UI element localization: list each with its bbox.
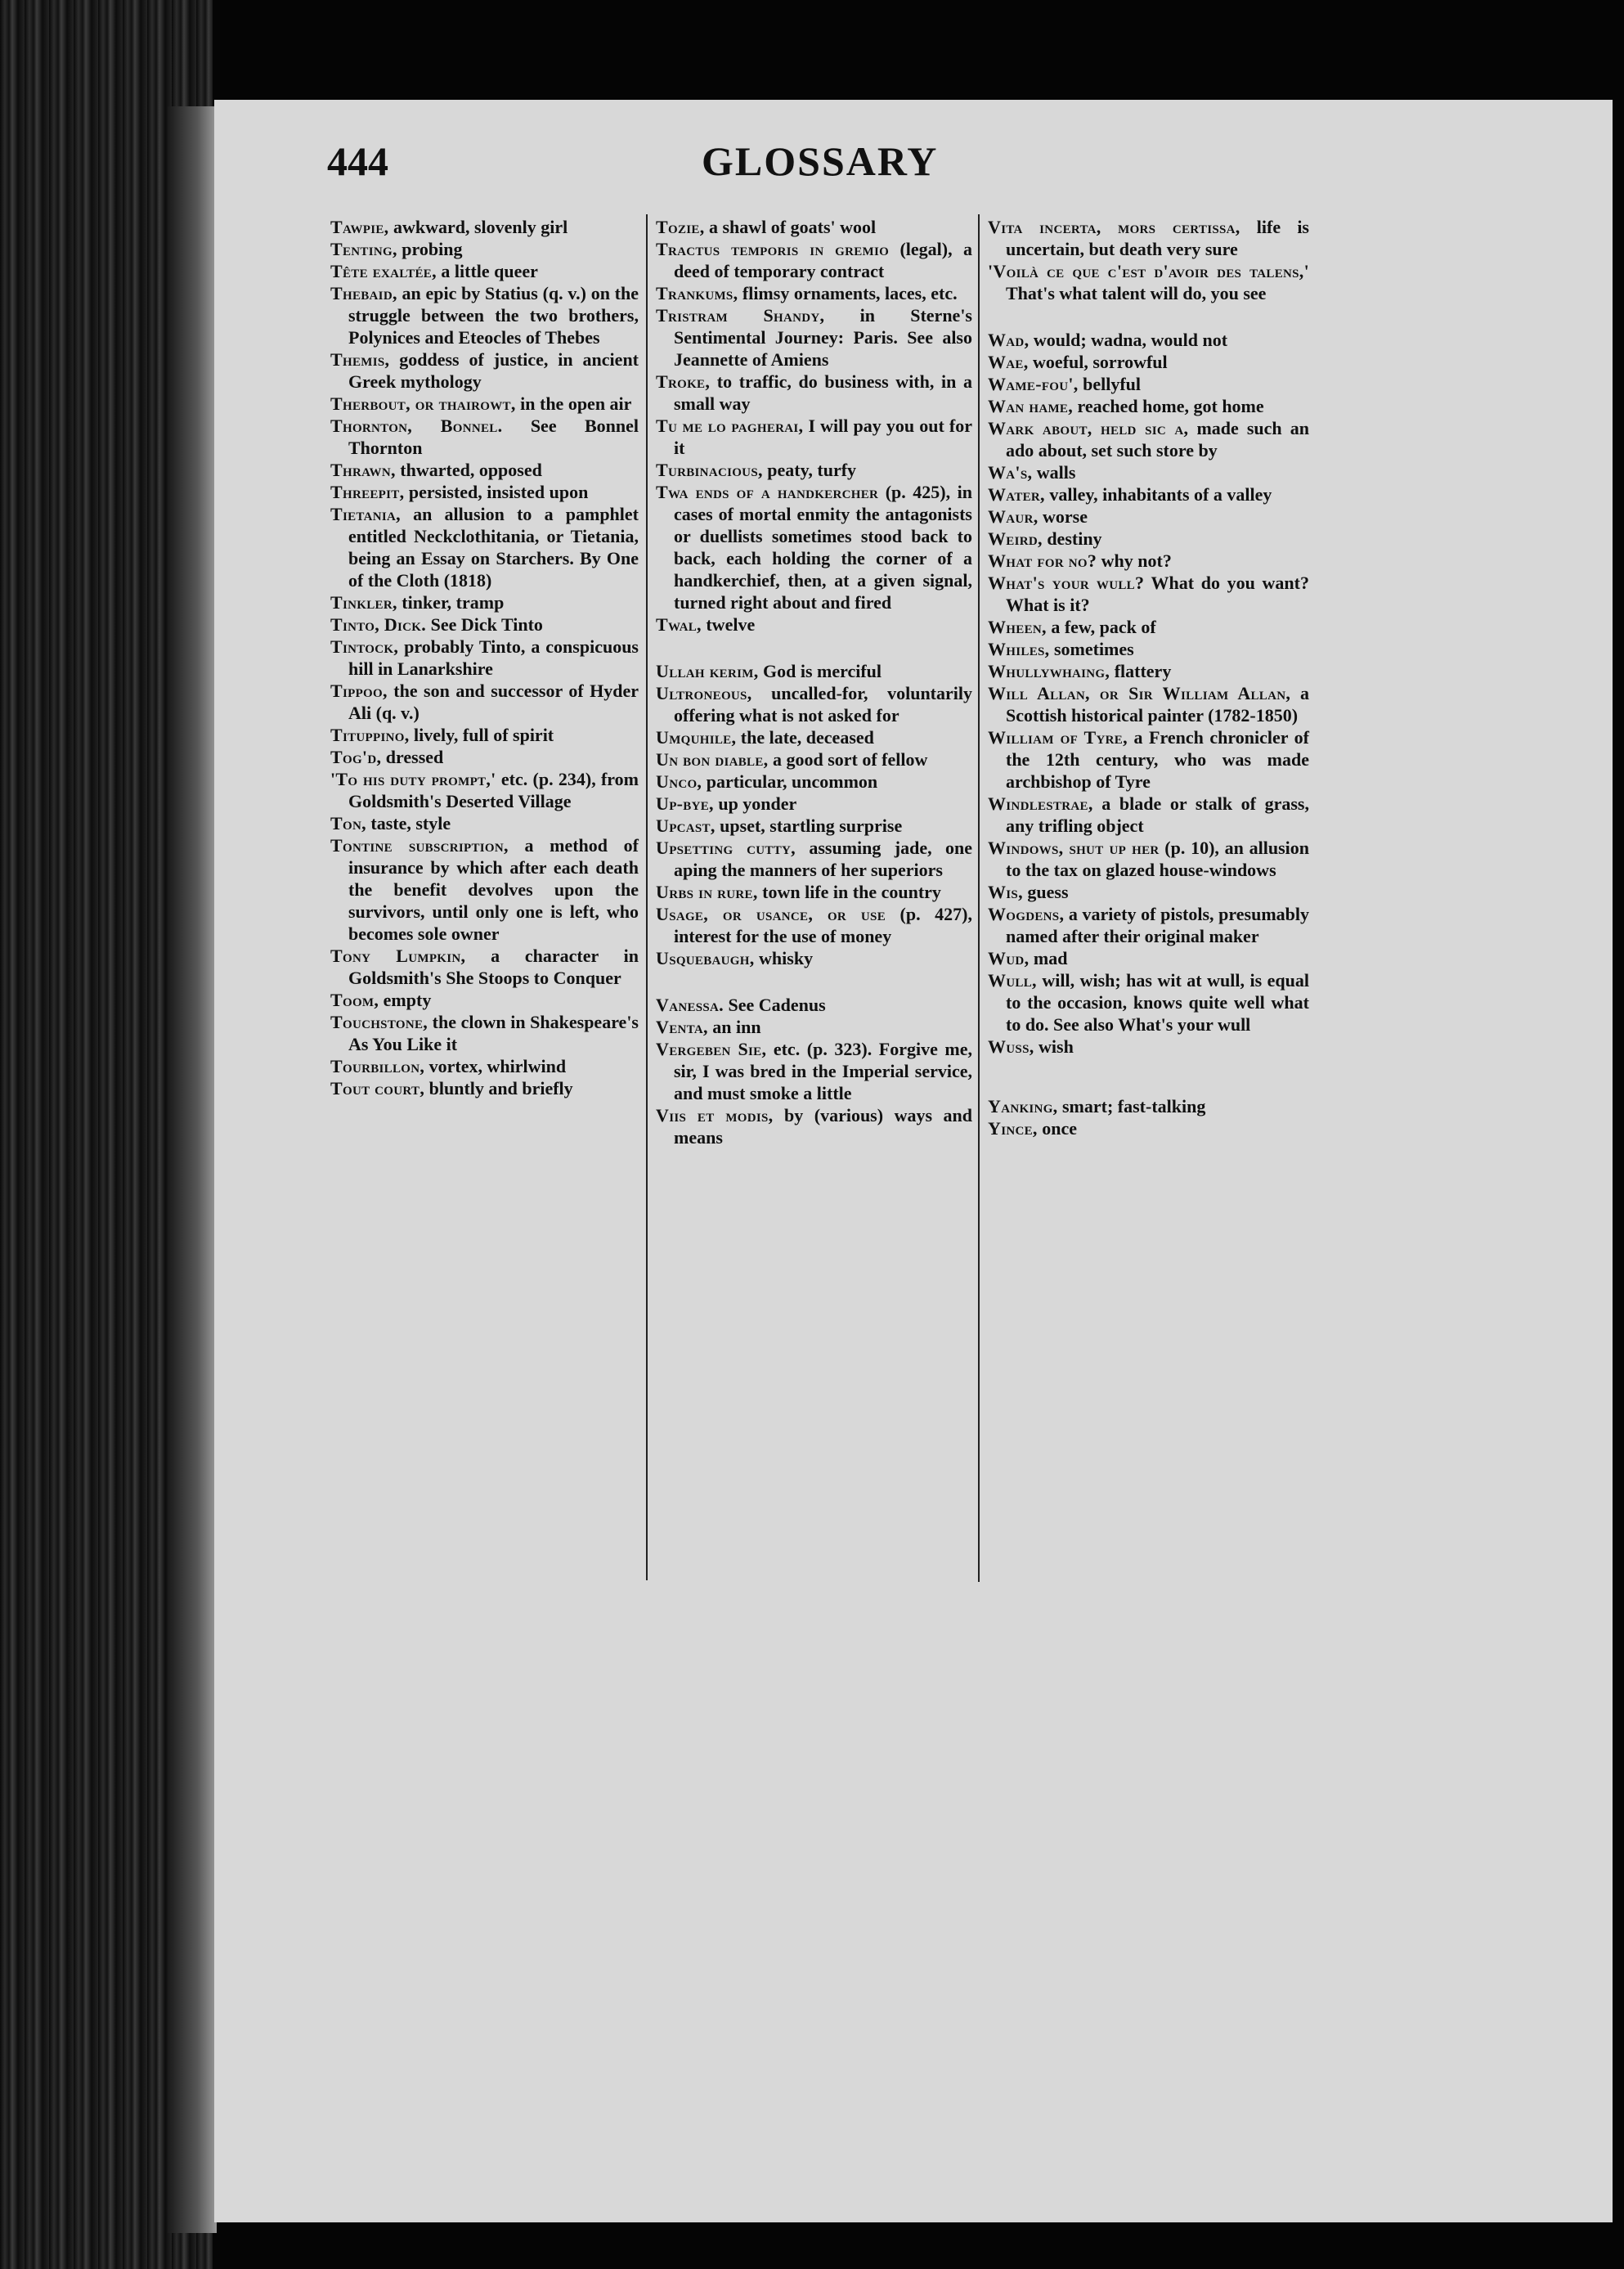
glossary-entry — [988, 216, 1309, 260]
glossary-entry — [330, 945, 639, 989]
glossary-entry — [988, 329, 1309, 351]
glossary-entry — [988, 1117, 1309, 1139]
entry-definition: a few, pack of — [1046, 617, 1156, 637]
glossary-entry — [988, 572, 1309, 616]
glossary-entry — [330, 238, 639, 260]
glossary-entry — [656, 304, 972, 371]
entry-headword: Urbs in rure, — [656, 882, 758, 902]
entry-definition: (legal), a deed of temporary contract — [674, 239, 972, 281]
glossary-entry — [656, 881, 972, 903]
entry-definition: a variety of pistols, presumably named after their original maker — [1006, 904, 1309, 946]
entry-definition: bluntly and briefly — [424, 1078, 573, 1099]
entry-definition: an allusion to a pamphlet entitled Neckclothitania, or Tietania, being an Essay on Starchers. By One of the Cloth (1818) — [348, 504, 639, 591]
entry-definition: bellyful — [1078, 374, 1142, 394]
entry-headword: Tinto, Dick. — [330, 614, 427, 635]
entry-headword: Turbinacious, — [656, 460, 763, 480]
glossary-entry — [656, 660, 972, 682]
glossary-entry — [330, 1055, 639, 1077]
glossary-entry — [988, 1095, 1309, 1117]
glossary-entry — [988, 638, 1309, 660]
entry-headword: Twa ends of a handkercher — [656, 482, 879, 502]
entry-definition: in Sterne's Sentimental Journey: Paris. See also Jeannette of Amiens — [674, 305, 972, 370]
entry-headword: Viis et modis, — [656, 1105, 774, 1126]
entry-definition: empty — [379, 990, 432, 1010]
glossary-entry — [988, 483, 1309, 505]
glossary-entry — [330, 1011, 639, 1055]
glossary-entry — [330, 834, 639, 945]
entry-headword: Thornton, Bonnel. — [330, 416, 503, 436]
entry-definition: will, wish; has wit at wull, is equal to the occasion, knows quite well what to do. See also What's your wull — [1006, 970, 1309, 1035]
entry-headword: 'To his duty prompt,' — [330, 769, 496, 789]
entry-headword: Wuss, — [988, 1036, 1034, 1057]
entry-definition: lively, full of spirit — [409, 725, 554, 745]
entry-definition: a French chronicler of the 12th century, who was made archbishop of Tyre — [1006, 727, 1309, 792]
section-gap — [656, 969, 972, 994]
glossary-entry — [330, 591, 639, 613]
glossary-entry — [988, 616, 1309, 638]
glossary-entry — [656, 216, 972, 238]
entry-definition: destiny — [1042, 528, 1102, 549]
entry-definition: (p. 10), an allusion to the tax on glazed house-windows — [1006, 838, 1309, 880]
entry-definition: upset, startling surprise — [715, 815, 903, 836]
entry-definition: once — [1037, 1118, 1077, 1139]
glossary-column-3 — [988, 216, 1309, 1139]
glossary-entry — [656, 1038, 972, 1104]
glossary-entry — [656, 613, 972, 636]
entry-definition: by (various) ways and means — [674, 1105, 973, 1148]
glossary-entry — [330, 680, 639, 724]
entry-headword: Thrawn, — [330, 460, 396, 480]
glossary-entry — [656, 371, 972, 415]
entry-headword: Tawpie, — [330, 217, 389, 237]
entry-definition: whisky — [754, 948, 814, 968]
section-gap — [988, 304, 1309, 329]
entry-headword: Therbout, or thairowt, — [330, 393, 516, 414]
entry-headword: Tony Lumpkin, — [330, 946, 466, 966]
glossary-entry — [330, 812, 639, 834]
glossary-entry — [988, 528, 1309, 550]
entry-headword: Wogdens, — [988, 904, 1065, 924]
entry-definition: would; wadna, would not — [1029, 330, 1228, 350]
glossary-entry — [656, 947, 972, 969]
glossary-entry — [656, 481, 972, 613]
glossary-entry — [330, 636, 639, 680]
entry-definition: thwarted, opposed — [395, 460, 542, 480]
glossary-entry — [656, 415, 972, 459]
glossary-entry — [330, 1077, 639, 1099]
entry-definition: to traffic, do business with, in a small way — [674, 371, 972, 414]
entry-headword: Tout court, — [330, 1078, 425, 1099]
section-gap — [656, 636, 972, 660]
entry-headword: Tête exaltée, — [330, 261, 437, 281]
entry-headword: Ton, — [330, 813, 366, 833]
entry-headword: Tintock, — [330, 636, 399, 657]
entry-definition: probing — [397, 239, 463, 259]
glossary-entry — [656, 1104, 972, 1148]
glossary-entry — [330, 503, 639, 591]
glossary-entry — [988, 461, 1309, 483]
entry-definition: assuming jade, one aping the manners of her superiors — [674, 838, 972, 880]
glossary-column-2 — [656, 216, 972, 1148]
glossary-entry — [988, 682, 1309, 726]
entry-headword: Weird, — [988, 528, 1043, 549]
glossary-entry — [330, 216, 639, 238]
entry-definition: a little queer — [436, 261, 538, 281]
entry-definition: God is merciful — [758, 661, 882, 681]
entry-headword: Tontine subscription, — [330, 835, 509, 856]
glossary-entry — [330, 459, 639, 481]
entry-headword: Tu me lo pagherai, — [656, 416, 804, 436]
entry-headword: Water, — [988, 484, 1045, 505]
entry-definition: a blade or stalk of grass, any trifling object — [1006, 793, 1309, 836]
entry-definition: an inn — [707, 1017, 761, 1037]
entry-headword: 'Voilà ce que c'est d'avoir des talens,' — [988, 261, 1309, 281]
entry-definition: particular, uncommon — [702, 771, 878, 792]
entry-headword: Venta, — [656, 1017, 708, 1037]
entry-headword: What's your wull? — [988, 573, 1145, 593]
entry-definition: persisted, insisted upon — [404, 482, 589, 502]
glossary-entry — [656, 282, 972, 304]
glossary-entry — [988, 947, 1309, 969]
entry-headword: Ullah kerim, — [656, 661, 759, 681]
entry-headword: Umquhile, — [656, 727, 737, 748]
glossary-entry — [330, 481, 639, 503]
entry-headword: Wis, — [988, 882, 1023, 902]
entry-headword: Twal, — [656, 614, 702, 635]
entry-headword: Wad, — [988, 330, 1030, 350]
entry-definition: a good sort of fellow — [768, 749, 928, 770]
entry-definition: wish — [1034, 1036, 1074, 1057]
entry-definition: twelve — [701, 614, 756, 635]
entry-definition: taste, style — [366, 813, 451, 833]
entry-headword: Toom, — [330, 990, 379, 1010]
entry-definition: the clown in Shakespeare's As You Like it — [348, 1012, 639, 1054]
glossary-entry — [656, 903, 972, 947]
glossary-entry — [988, 417, 1309, 461]
entry-definition: a method of insurance by which after each death the benefit devolves upon the survivors, until only one is left, who becomes sole owner — [348, 835, 639, 944]
entry-headword: Usage, or usance, or use — [656, 904, 886, 924]
glossary-entry — [988, 726, 1309, 793]
glossary-entry — [988, 837, 1309, 881]
glossary-entry — [330, 613, 639, 636]
entry-definition: See Cadenus — [723, 995, 826, 1015]
entry-headword: Tog'd, — [330, 747, 382, 767]
entry-headword: Up-bye, — [656, 793, 714, 814]
running-head: GLOSSARY — [702, 138, 939, 184]
section-gap — [988, 1058, 1309, 1095]
entry-headword: Threepit, — [330, 482, 405, 502]
entry-headword: Yanking, — [988, 1096, 1058, 1117]
entry-definition: flimsy ornaments, laces, etc. — [738, 283, 958, 303]
glossary-entry — [656, 815, 972, 837]
entry-definition: etc. (p. 323). Forgive me, sir, I was bred in the Imperial service, and must smoke a little — [674, 1039, 972, 1103]
page-number: 444 — [327, 138, 388, 184]
entry-headword: Tourbillon, — [330, 1056, 425, 1076]
entry-headword: Troke, — [656, 371, 711, 392]
entry-headword: Un bon diable, — [656, 749, 769, 770]
entry-definition: I will pay you out for it — [674, 416, 972, 458]
glossary-entry — [656, 238, 972, 282]
entry-headword: Wan hame, — [988, 396, 1074, 416]
glossary-entry — [988, 903, 1309, 947]
glossary-entry — [656, 1016, 972, 1038]
entry-headword: Tenting, — [330, 239, 397, 259]
glossary-entry — [988, 505, 1309, 528]
entry-definition: flattery — [1110, 661, 1172, 681]
glossary-entry — [656, 771, 972, 793]
entry-headword: Will Allan, or Sir William Allan, — [988, 683, 1291, 703]
glossary-entry — [988, 260, 1309, 304]
glossary-entry — [988, 793, 1309, 837]
entry-definition: awkward, slovenly girl — [388, 217, 568, 237]
entry-headword: Wheen, — [988, 617, 1047, 637]
entry-headword: Tituppino, — [330, 725, 410, 745]
entry-headword: Thebaid, — [330, 283, 397, 303]
entry-definition: (p. 427), interest for the use of money — [674, 904, 972, 946]
entry-definition: life is uncertain, but death very sure — [1006, 217, 1309, 259]
entry-definition: walls — [1032, 462, 1076, 483]
entry-definition: probably Tinto, a conspicuous hill in Lanarkshire — [348, 636, 639, 679]
entry-definition: worse — [1038, 506, 1088, 527]
glossary-entry — [988, 351, 1309, 373]
glossary-entry — [988, 395, 1309, 417]
column-rule-1 — [646, 214, 648, 1580]
glossary-entry — [330, 348, 639, 393]
entry-headword: What for no? — [988, 550, 1097, 571]
entry-headword: Tractus temporis in gremio — [656, 239, 890, 259]
glossary-entry — [656, 726, 972, 748]
glossary-entry — [988, 660, 1309, 682]
glossary-entry — [656, 793, 972, 815]
entry-definition: See Dick Tinto — [426, 614, 543, 635]
entry-headword: Tippoo, — [330, 681, 388, 701]
entry-headword: Tietania, — [330, 504, 401, 524]
entry-definition: What do you want? What is it? — [1006, 573, 1309, 615]
entry-definition: a shawl of goats' wool — [704, 217, 877, 237]
entry-headword: Whiles, — [988, 639, 1050, 659]
entry-headword: Tinkler, — [330, 592, 397, 613]
glossary-entry — [330, 746, 639, 768]
glossary-entry — [330, 260, 639, 282]
entry-headword: Tozie, — [656, 217, 705, 237]
entry-definition: guess — [1022, 882, 1069, 902]
glossary-column-1 — [330, 216, 639, 1099]
entry-headword: Vita incerta, mors certissa, — [988, 217, 1240, 237]
entry-definition: tinker, tramp — [397, 592, 505, 613]
entry-definition: the late, deceased — [736, 727, 874, 748]
entry-headword: Windows, shut up her — [988, 838, 1160, 858]
glossary-entry — [988, 881, 1309, 903]
entry-headword: Wame-fou', — [988, 374, 1079, 394]
entry-definition: mad — [1029, 948, 1068, 968]
entry-headword: Whullywhaing, — [988, 661, 1110, 681]
entry-headword: Usquebaugh, — [656, 948, 755, 968]
glossary-entry — [656, 459, 972, 481]
glossary-entry — [988, 1036, 1309, 1058]
entry-definition: etc. (p. 234), from Goldsmith's Deserted Village — [348, 769, 639, 811]
column-rule-2 — [978, 214, 980, 1582]
entry-headword: Trankums, — [656, 283, 738, 303]
entry-headword: Unco, — [656, 771, 702, 792]
glossary-entry — [656, 994, 972, 1016]
entry-headword: William of Tyre, — [988, 727, 1128, 748]
entry-headword: Wud, — [988, 948, 1030, 968]
entry-headword: Waur, — [988, 506, 1039, 527]
glossary-entry — [988, 373, 1309, 395]
entry-definition: uncalled-for, voluntarily offering what is not asked for — [674, 683, 972, 726]
entry-definition: town life in the country — [757, 882, 941, 902]
entry-headword: Upsetting cutty, — [656, 838, 796, 858]
entry-definition: woeful, sorrowful — [1028, 352, 1168, 372]
entry-definition: why not? — [1097, 550, 1172, 571]
glossary-entry — [330, 415, 639, 459]
entry-headword: Tristram Shandy, — [656, 305, 825, 326]
entry-headword: Windlestrae, — [988, 793, 1093, 814]
entry-definition: reached home, got home — [1073, 396, 1264, 416]
entry-definition: See Bonnel Thornton — [348, 416, 639, 458]
glossary-entry — [330, 768, 639, 812]
entry-headword: Wa's, — [988, 462, 1033, 483]
glossary-entry — [656, 748, 972, 771]
entry-definition: (p. 425), in cases of mortal enmity the antagonists or duellists sometimes stood back to back, each holding the corner of a handkerchief, then, at a given signal, turned right about and fired — [674, 482, 972, 613]
glossary-entry — [330, 282, 639, 348]
entry-definition: a Scottish historical painter (1782-1850) — [1006, 683, 1309, 726]
entry-headword: Wull, — [988, 970, 1037, 991]
glossary-entry — [330, 393, 639, 415]
entry-headword: Themis, — [330, 349, 390, 370]
entry-definition: vortex, whirlwind — [424, 1056, 567, 1076]
entry-definition: That's what talent will do, you see — [1006, 283, 1267, 303]
page-edge-shadow — [168, 106, 217, 2233]
entry-definition: an epic by Statius (q. v.) on the struggle between the two brothers, Polynices and Eteocles of Thebes — [348, 283, 639, 348]
entry-definition: made such an ado about, set such store by — [1006, 418, 1310, 461]
entry-definition: goddess of justice, in ancient Greek mythology — [348, 349, 639, 392]
entry-definition: a character in Goldsmith's She Stoops to Conquer — [348, 946, 639, 988]
entry-definition: up yonder — [713, 793, 797, 814]
entry-headword: Vanessa. — [656, 995, 724, 1015]
entry-definition: dressed — [381, 747, 444, 767]
entry-headword: Wae, — [988, 352, 1029, 372]
entry-headword: Yince, — [988, 1118, 1038, 1139]
glossary-entry — [988, 550, 1309, 572]
entry-headword: Touchstone, — [330, 1012, 428, 1032]
entry-definition: in the open air — [515, 393, 632, 414]
entry-definition: peaty, turfy — [762, 460, 857, 480]
glossary-entry — [330, 989, 639, 1011]
glossary-entry — [656, 837, 972, 881]
entry-definition: smart; fast-talking — [1057, 1096, 1206, 1117]
entry-headword: Upcast, — [656, 815, 716, 836]
entry-headword: Vergeben Sie, — [656, 1039, 767, 1059]
glossary-entry — [988, 969, 1309, 1036]
glossary-entry — [330, 724, 639, 746]
entry-definition: valley, inhabitants of a valley — [1044, 484, 1272, 505]
entry-headword: Wark about, held sic a, — [988, 418, 1189, 438]
glossary-entry — [656, 682, 972, 726]
entry-definition: the son and successor of Hyder Ali (q. v.) — [348, 681, 639, 723]
entry-definition: sometimes — [1049, 639, 1134, 659]
entry-headword: Ultroneous, — [656, 683, 752, 703]
